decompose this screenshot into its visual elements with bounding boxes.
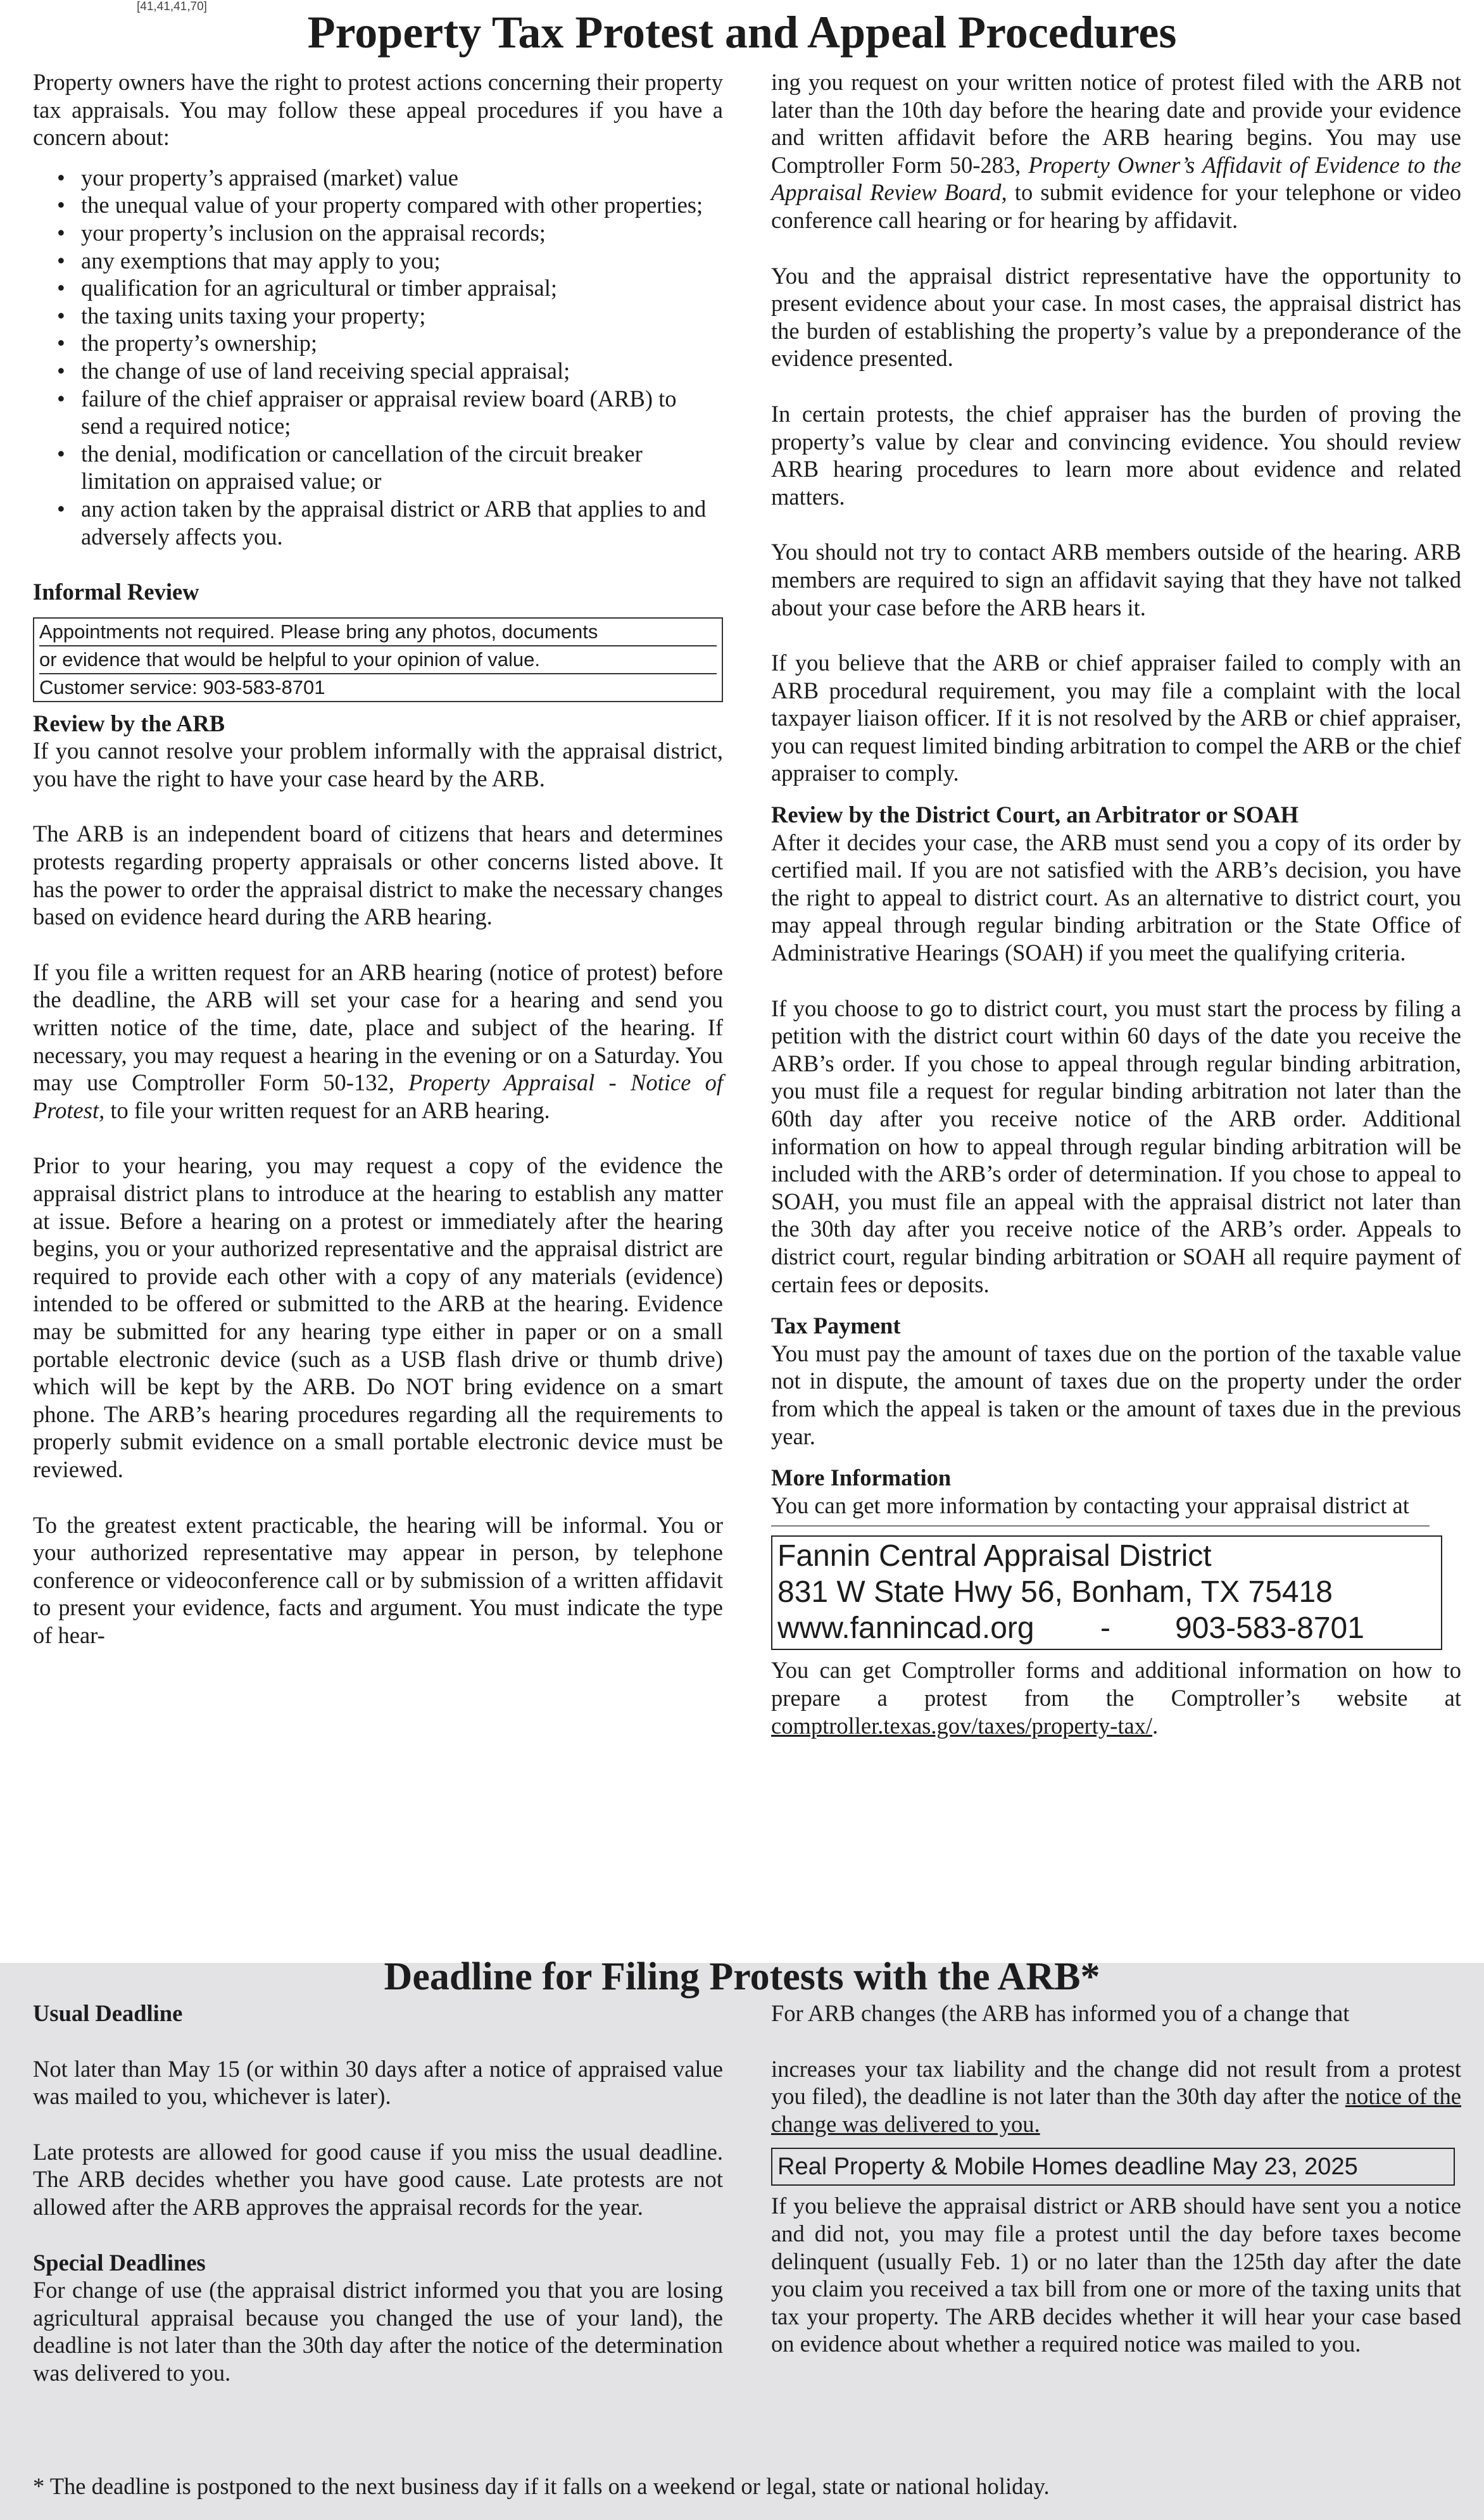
form-50-283-title: Property Owner’s Affidavit of Evidence to the Appraisal Review Board, bbox=[771, 151, 1462, 206]
arb-hearing-text: If you file a written request for an ARB hearing (notice of protest) before the deadline, the ARB will set your case for a hearing and send you written notice of the time, date, place and subject of the hearing. If necessary, you may request a hearing in the evening or on a Saturday. You may use Comptroller Form 50-132, bbox=[33, 959, 723, 1096]
footnote: * The deadline is postponed to the next business day if it falls on a weekend or legal, state or national holiday. bbox=[33, 2473, 1050, 2499]
hearing-text: ing you request on your written notice of protest filed with the ARB not later than the 10th day before the hearing date and provide your evidence and written affidavit before the ARB hearing begins. You may use Comptroller Form 50-283, bbox=[771, 69, 1461, 178]
arb-review-paragraph bbox=[33, 959, 723, 1125]
tax-payment-heading: Tax Payment bbox=[771, 1313, 901, 1339]
comptroller-paragraph bbox=[771, 1656, 1461, 1739]
list-item: • your property’s appraised (market) value bbox=[33, 164, 723, 192]
informal-review-heading: Informal Review bbox=[33, 579, 199, 605]
form-50-132-title: Property Appraisal - Notice of Protest, bbox=[33, 1069, 724, 1123]
arb-changes-notice: notice of the change was delivered to you. bbox=[771, 2083, 1462, 2137]
court-review-heading: Review by the District Court, an Arbitrator or SOAH bbox=[771, 802, 1298, 828]
arb-review-paragraph: Prior to your hearing, you may request a copy of the evidence the appraisal district plans to introduce at the hearing to establish any matter at issue. Before a hearing on a protest or immediately after the hearing begins, you or your authorized representative and the appraisal district are required to provide each other with a copy of any materials (evidence) intended to be offered or submitted to the ARB at the hearing. Evidence may be submitted for any hearing type either in paper or on a small portable electronic device (such as a USB flash drive or thumb drive) which will be kept by the ARB. Do NOT bring evidence on a smart phone. The ARB’s hearing procedures regarding all the requirements to properly submit evidence on a small portable electronic device must be reviewed. bbox=[33, 1152, 723, 1482]
list-item: • qualification for an agricultural or timber appraisal; bbox=[33, 274, 723, 302]
arb-changes-text: increases your tax liability and the change did not result from a protest you filed), the deadline is not later than the 30th day after the bbox=[771, 2055, 1461, 2110]
list-item: • the taxing units taxing your property; bbox=[33, 302, 723, 330]
page-title: Property Tax Protest and Appeal Procedures bbox=[307, 7, 1177, 58]
complaint-paragraph: If you believe that the ARB or chief appraiser failed to comply with an ARB procedural requirement, you may file a complaint with the local taxpayer liaison officer. If it is not resolved by the ARB or chief appraiser, you can request limited binding arbitration to compel the ARB or the chief appraiser to comply. bbox=[771, 650, 1461, 786]
list-item: • any action taken by the appraisal district or ARB that applies to and adversely affects you. bbox=[33, 495, 723, 550]
late-protest-paragraph: Late protests are allowed for good cause if you miss the usual deadline. The ARB decides whether you have good cause. Late protests are not allowed after the ARB approves the appraisal records for the year. bbox=[33, 2138, 723, 2220]
real-property-deadline-box: Real Property & Mobile Homes deadline May 23, 2025 bbox=[771, 2148, 1455, 2186]
concerns-list bbox=[33, 164, 723, 550]
district-address: 831 W State Hwy 56, Bonham, TX 75418 bbox=[777, 1575, 1333, 1610]
hearing-text-end: to submit evidence for your telephone or video conference call hearing or for hearing by affidavit. bbox=[771, 179, 1462, 233]
list-item: • your property’s inclusion on the appraisal records; bbox=[33, 219, 723, 247]
arb-review-heading: Review by the ARB bbox=[33, 710, 225, 736]
informal-review-box bbox=[33, 617, 723, 702]
more-info-paragraph: You can get more information by contacting your appraisal district at bbox=[771, 1492, 1409, 1518]
district-contact-box bbox=[771, 1535, 1442, 1650]
form-code: [41,41,41,70] bbox=[137, 0, 207, 13]
usual-deadline-paragraph: Not later than May 15 (or within 30 days after a notice of appraised value was mailed to you, whichever is later). bbox=[33, 2055, 723, 2110]
list-item: • the unequal value of your property compared with other properties; bbox=[33, 191, 723, 219]
comptroller-link[interactable]: comptroller.texas.gov/taxes/property-tax/ bbox=[771, 1712, 1153, 1739]
list-item: • any exemptions that may apply to you; bbox=[33, 247, 723, 275]
hearing-paragraph bbox=[771, 68, 1461, 234]
right-column bbox=[771, 68, 1461, 1767]
informal-review-line: or evidence that would be helpful to your opinion of value. bbox=[39, 646, 717, 674]
contact-arb-paragraph: You should not try to contact ARB members outside of the hearing. ARB members are required to sign an affidavit saying that they have not talked about your case before the ARB hears it. bbox=[771, 539, 1461, 621]
informal-review-line: Customer service: 903-583-8701 bbox=[39, 676, 325, 698]
list-item: • the change of use of land receiving special appraisal; bbox=[33, 357, 723, 385]
district-name: Fannin Central Appraisal District bbox=[777, 1539, 1212, 1573]
court-review-paragraph: If you choose to go to district court, you must start the process by filing a petition with the district court within 60 days of the date you receive the ARB’s order. If you chose to appeal through regular binding arbitration, you must file a request for regular binding arbitration not later than the 60th day after you receive notice of the ARB order. Additional information on how to appeal through regular binding arbitration will be included with the ARB’s order of determination. If you chose to appeal to SOAH, you must file an appeal with the appraisal district not later than the 30th day after you receive notice of the ARB’s order. Appeals to district court, regular binding arbitration or SOAH all require payment of certain fees or deposits. bbox=[771, 995, 1461, 1297]
list-item: • the denial, modification or cancellation of the circuit breaker limitation on appraised value; or bbox=[33, 440, 723, 495]
court-review-paragraph: After it decides your case, the ARB must send you a copy of its order by certified mail. If you are not satisfied with the ARB’s decision, you have the right to appeal to district court. As an alternative to district court, you may appeal through regular binding arbitration or the State Office of Administrative Hearings (SOAH) if you meet the qualifying criteria. bbox=[771, 829, 1461, 966]
list-item: • the property’s ownership; bbox=[33, 329, 723, 357]
left-column bbox=[33, 68, 723, 1677]
special-deadline-heading: Special Deadlines bbox=[33, 2249, 206, 2276]
arb-changes-paragraph bbox=[771, 2055, 1461, 2138]
arb-hearing-text-end: to file your written request for an ARB hearing. bbox=[110, 1097, 550, 1123]
arb-review-paragraph: To the greatest extent practicable, the hearing will be informal. You or your authorized representative may appear in person, by telephone conference or videoconference call or by submission of a written affidavit to present your evidence, facts and argument. You must indicate the type of hear- bbox=[33, 1511, 723, 1648]
deadline-left-column bbox=[33, 2000, 723, 2415]
arb-review-paragraph: The ARB is an independent board of citizens that hears and determines protests regarding property appraisals or other concerns listed above. It has the power to order the appraisal district to make the necessary changes based on evidence heard during the ARB hearing. bbox=[33, 821, 723, 930]
comptroller-text: You can get Comptroller forms and additional information on how to prepare a protest from the Comptroller’s website at bbox=[771, 1657, 1461, 1711]
list-item: • failure of the chief appraiser or appraisal review board (ARB) to send a required notice; bbox=[33, 385, 723, 440]
deadline-right-column bbox=[771, 2000, 1461, 2386]
usual-deadline-heading: Usual Deadline bbox=[33, 2000, 183, 2026]
comptroller-period: . bbox=[1152, 1712, 1159, 1739]
district-website[interactable]: www.fannincad.org bbox=[777, 1611, 1034, 1646]
divider bbox=[771, 1525, 1430, 1527]
deadline-title: Deadline for Filing Protests with the ARB* bbox=[384, 1955, 1100, 1998]
arb-changes-line: For ARB changes (the ARB has informed you of a change that bbox=[771, 2000, 1350, 2026]
arb-review-paragraph: If you cannot resolve your problem informally with the appraisal district, you have the right to have your case heard by the ARB. bbox=[33, 738, 723, 791]
separator: - bbox=[1100, 1611, 1110, 1646]
informal-review-line: Appointments not required. Please bring any photos, documents bbox=[39, 619, 717, 646]
special-deadline-paragraph: For change of use (the appraisal district informed you that you are losing agricultural appraisal because you changed the use of your land), the deadline is not later than the 30th day after the notice of the determination was delivered to you. bbox=[33, 2277, 723, 2386]
district-phone: 903-583-8701 bbox=[1175, 1611, 1364, 1646]
more-info-heading: More Information bbox=[771, 1465, 952, 1491]
intro-paragraph: Property owners have the right to protest actions concerning their property tax appraisals. You may follow these appeal procedures if you have a concern about: bbox=[33, 69, 723, 151]
burden-paragraph: In certain protests, the chief appraiser has the burden of proving the property’s value by clear and convincing evidence. You should review ARB hearing procedures to learn more about evidence and related matters. bbox=[771, 400, 1461, 510]
evidence-paragraph: You and the appraisal district representative have the opportunity to present evidence about your case. In most cases, the appraisal district has the burden of establishing the property’s value by a preponderance of the evidence presented. bbox=[771, 262, 1461, 372]
district-web-phone bbox=[777, 1610, 1436, 1646]
notice-paragraph: If you believe the appraisal district or ARB should have sent you a notice and did not, you may file a protest until the day before taxes become delinquent (usually Feb. 1) or no later than the 125th day after the date you claim you received a tax bill from one or more of the taxing units that tax your property. The ARB decides whether it will hear your case based on evidence about whether a required notice was mailed to you. bbox=[771, 2193, 1461, 2357]
tax-payment-paragraph: You must pay the amount of taxes due on the portion of the taxable value not in dispute, the amount of taxes due on the property under the order from which the appeal is taken or the amount of taxes due in the previous year. bbox=[771, 1340, 1461, 1449]
